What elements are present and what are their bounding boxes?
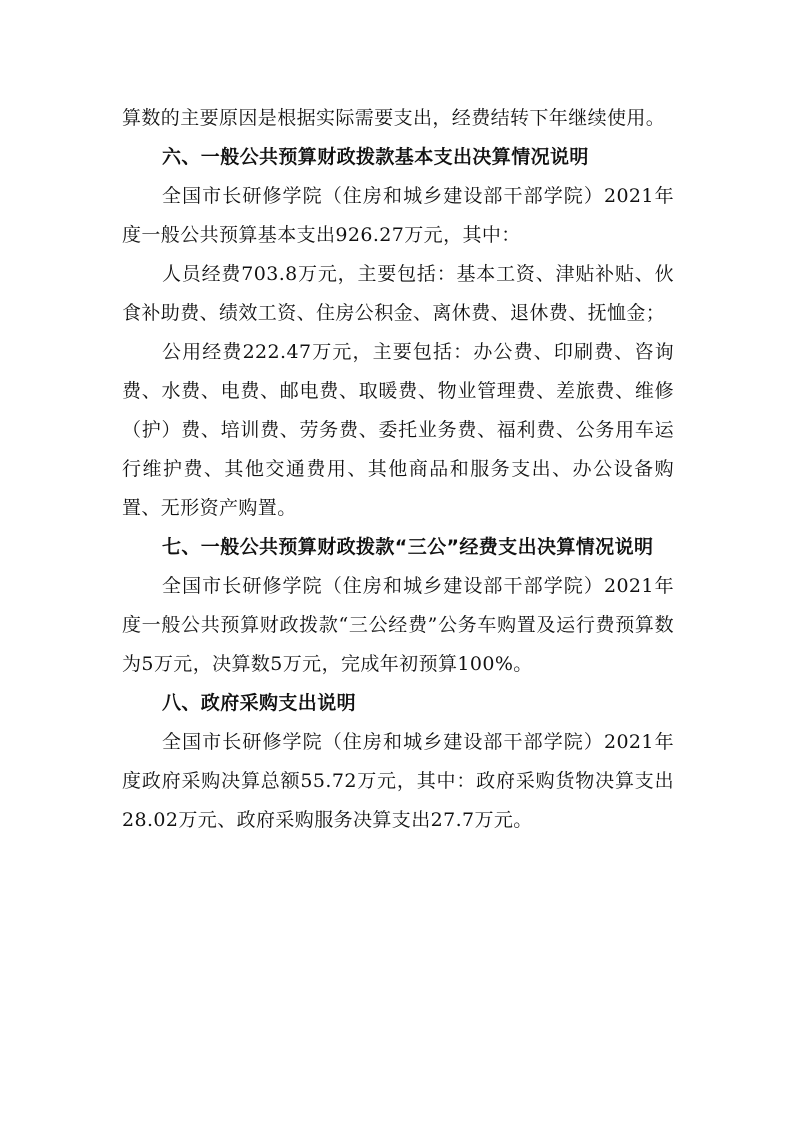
paragraph-basic-expenditure: 全国市长研修学院（住房和城乡建设部干部学院）2021年度一般公共预算基本支出926.27万元，其中： <box>122 185 674 246</box>
section-heading-6: 六、一般公共预算财政拨款基本支出决算情况说明 <box>162 146 589 168</box>
paragraph-government-procurement: 全国市长研修学院（住房和城乡建设部干部学院）2021年度政府采购决算总额55.72万元，其中：政府采购货物决算支出28.02万元、政府采购服务决算支出27.7万元。 <box>122 731 674 831</box>
paragraph-continued: 算数的主要原因是根据实际需要支出，经费结转下年继续使用。 <box>122 107 666 129</box>
paragraph-public-expenses: 公用经费222.47万元，主要包括：办公费、印刷费、咨询费、水费、电费、邮电费、取暖费、物业管理费、差旅费、维修（护）费、培训费、劳务费、委托业务费、福利费、公务用车运行维护费、其他交通费用、其他商品和服务支出、办公设备购置、无形资产购置。 <box>122 341 674 519</box>
document-body <box>122 99 674 840</box>
section-heading-7: 七、一般公共预算财政拨款“三公”经费支出决算情况说明 <box>162 536 654 558</box>
paragraph-personnel-expenses: 人员经费703.8万元，主要包括：基本工资、津贴补贴、伙食补助费、绩效工资、住房公积金、离休费、退休费、抚恤金； <box>122 263 674 324</box>
section-heading-8: 八、政府采购支出说明 <box>162 692 357 714</box>
paragraph-three-public-expenses: 全国市长研修学院（住房和城乡建设部干部学院）2021年度一般公共预算财政拨款“三公经费”公务车购置及运行费预算数为5万元，决算数5万元，完成年初预算100%。 <box>122 575 674 675</box>
